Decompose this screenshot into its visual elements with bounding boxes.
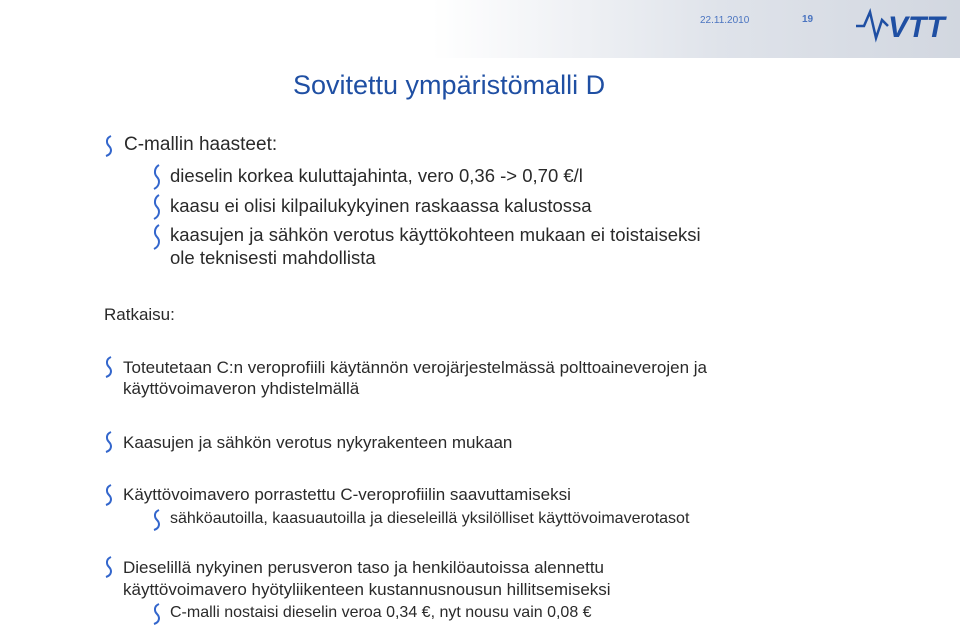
slide-date: 22.11.2010 bbox=[700, 15, 750, 26]
section1-heading: C-mallin haasteet: bbox=[124, 134, 278, 155]
solution-subitem: sähköautoilla, kaasuautoilla ja dieseleillä yksilölliset käyttövoimaverotasot bbox=[170, 510, 690, 527]
sub-bullet-icon bbox=[152, 509, 161, 531]
slide-title: Sovitettu ympäristömalli D bbox=[293, 70, 606, 100]
bullet-icon bbox=[104, 356, 113, 378]
section-bullet-icon bbox=[104, 135, 113, 157]
vtt-logo bbox=[854, 4, 952, 46]
sub-bullet-icon bbox=[152, 164, 161, 190]
solution-item-line: Käyttövoimavero porrastettu C-veroprofiilin saavuttamiseksi bbox=[123, 485, 571, 504]
logo-text: VTT bbox=[888, 11, 945, 44]
solution-item-line: Dieselillä nykyinen perusveron taso ja henkilöautoissa alennettu bbox=[123, 558, 605, 577]
section1-item: dieselin korkea kuluttajahinta, vero 0,36 -> 0,70 €/l bbox=[170, 165, 583, 186]
sub-bullet-icon bbox=[152, 194, 161, 220]
bullet-icon bbox=[104, 556, 113, 578]
solution-item-line: Kaasujen ja sähkön verotus nykyrakenteen mukaan bbox=[123, 433, 513, 452]
sub-bullet-icon bbox=[152, 224, 161, 250]
solution-item-line: käyttövoimaveron yhdistelmällä bbox=[123, 379, 360, 398]
section2-heading: Ratkaisu: bbox=[104, 305, 175, 324]
section1-item: kaasujen ja sähkön verotus käyttökohteen mukaan ei toistaiseksi bbox=[170, 224, 701, 245]
page-number: 19 bbox=[802, 14, 814, 25]
solution-item-line: Toteutetaan C:n veroprofiili käytännön verojärjestelmässä polttoaineverojen ja bbox=[123, 358, 708, 377]
section1-item: kaasu ei olisi kilpailukykyinen raskaassa kalustossa bbox=[170, 195, 592, 216]
header-bar bbox=[0, 0, 960, 58]
solution-subitem: C-malli nostaisi dieselin veroa 0,34 €, nyt nousu vain 0,08 € bbox=[170, 604, 592, 621]
solution-item-line: käyttövoimavero hyötyliikenteen kustannusnousun hillitsemiseksi bbox=[123, 580, 611, 599]
bullet-icon bbox=[104, 431, 113, 453]
bullet-icon bbox=[104, 484, 113, 506]
sub-bullet-icon bbox=[152, 603, 161, 625]
section1-item-continuation: ole teknisesti mahdollista bbox=[170, 247, 376, 268]
